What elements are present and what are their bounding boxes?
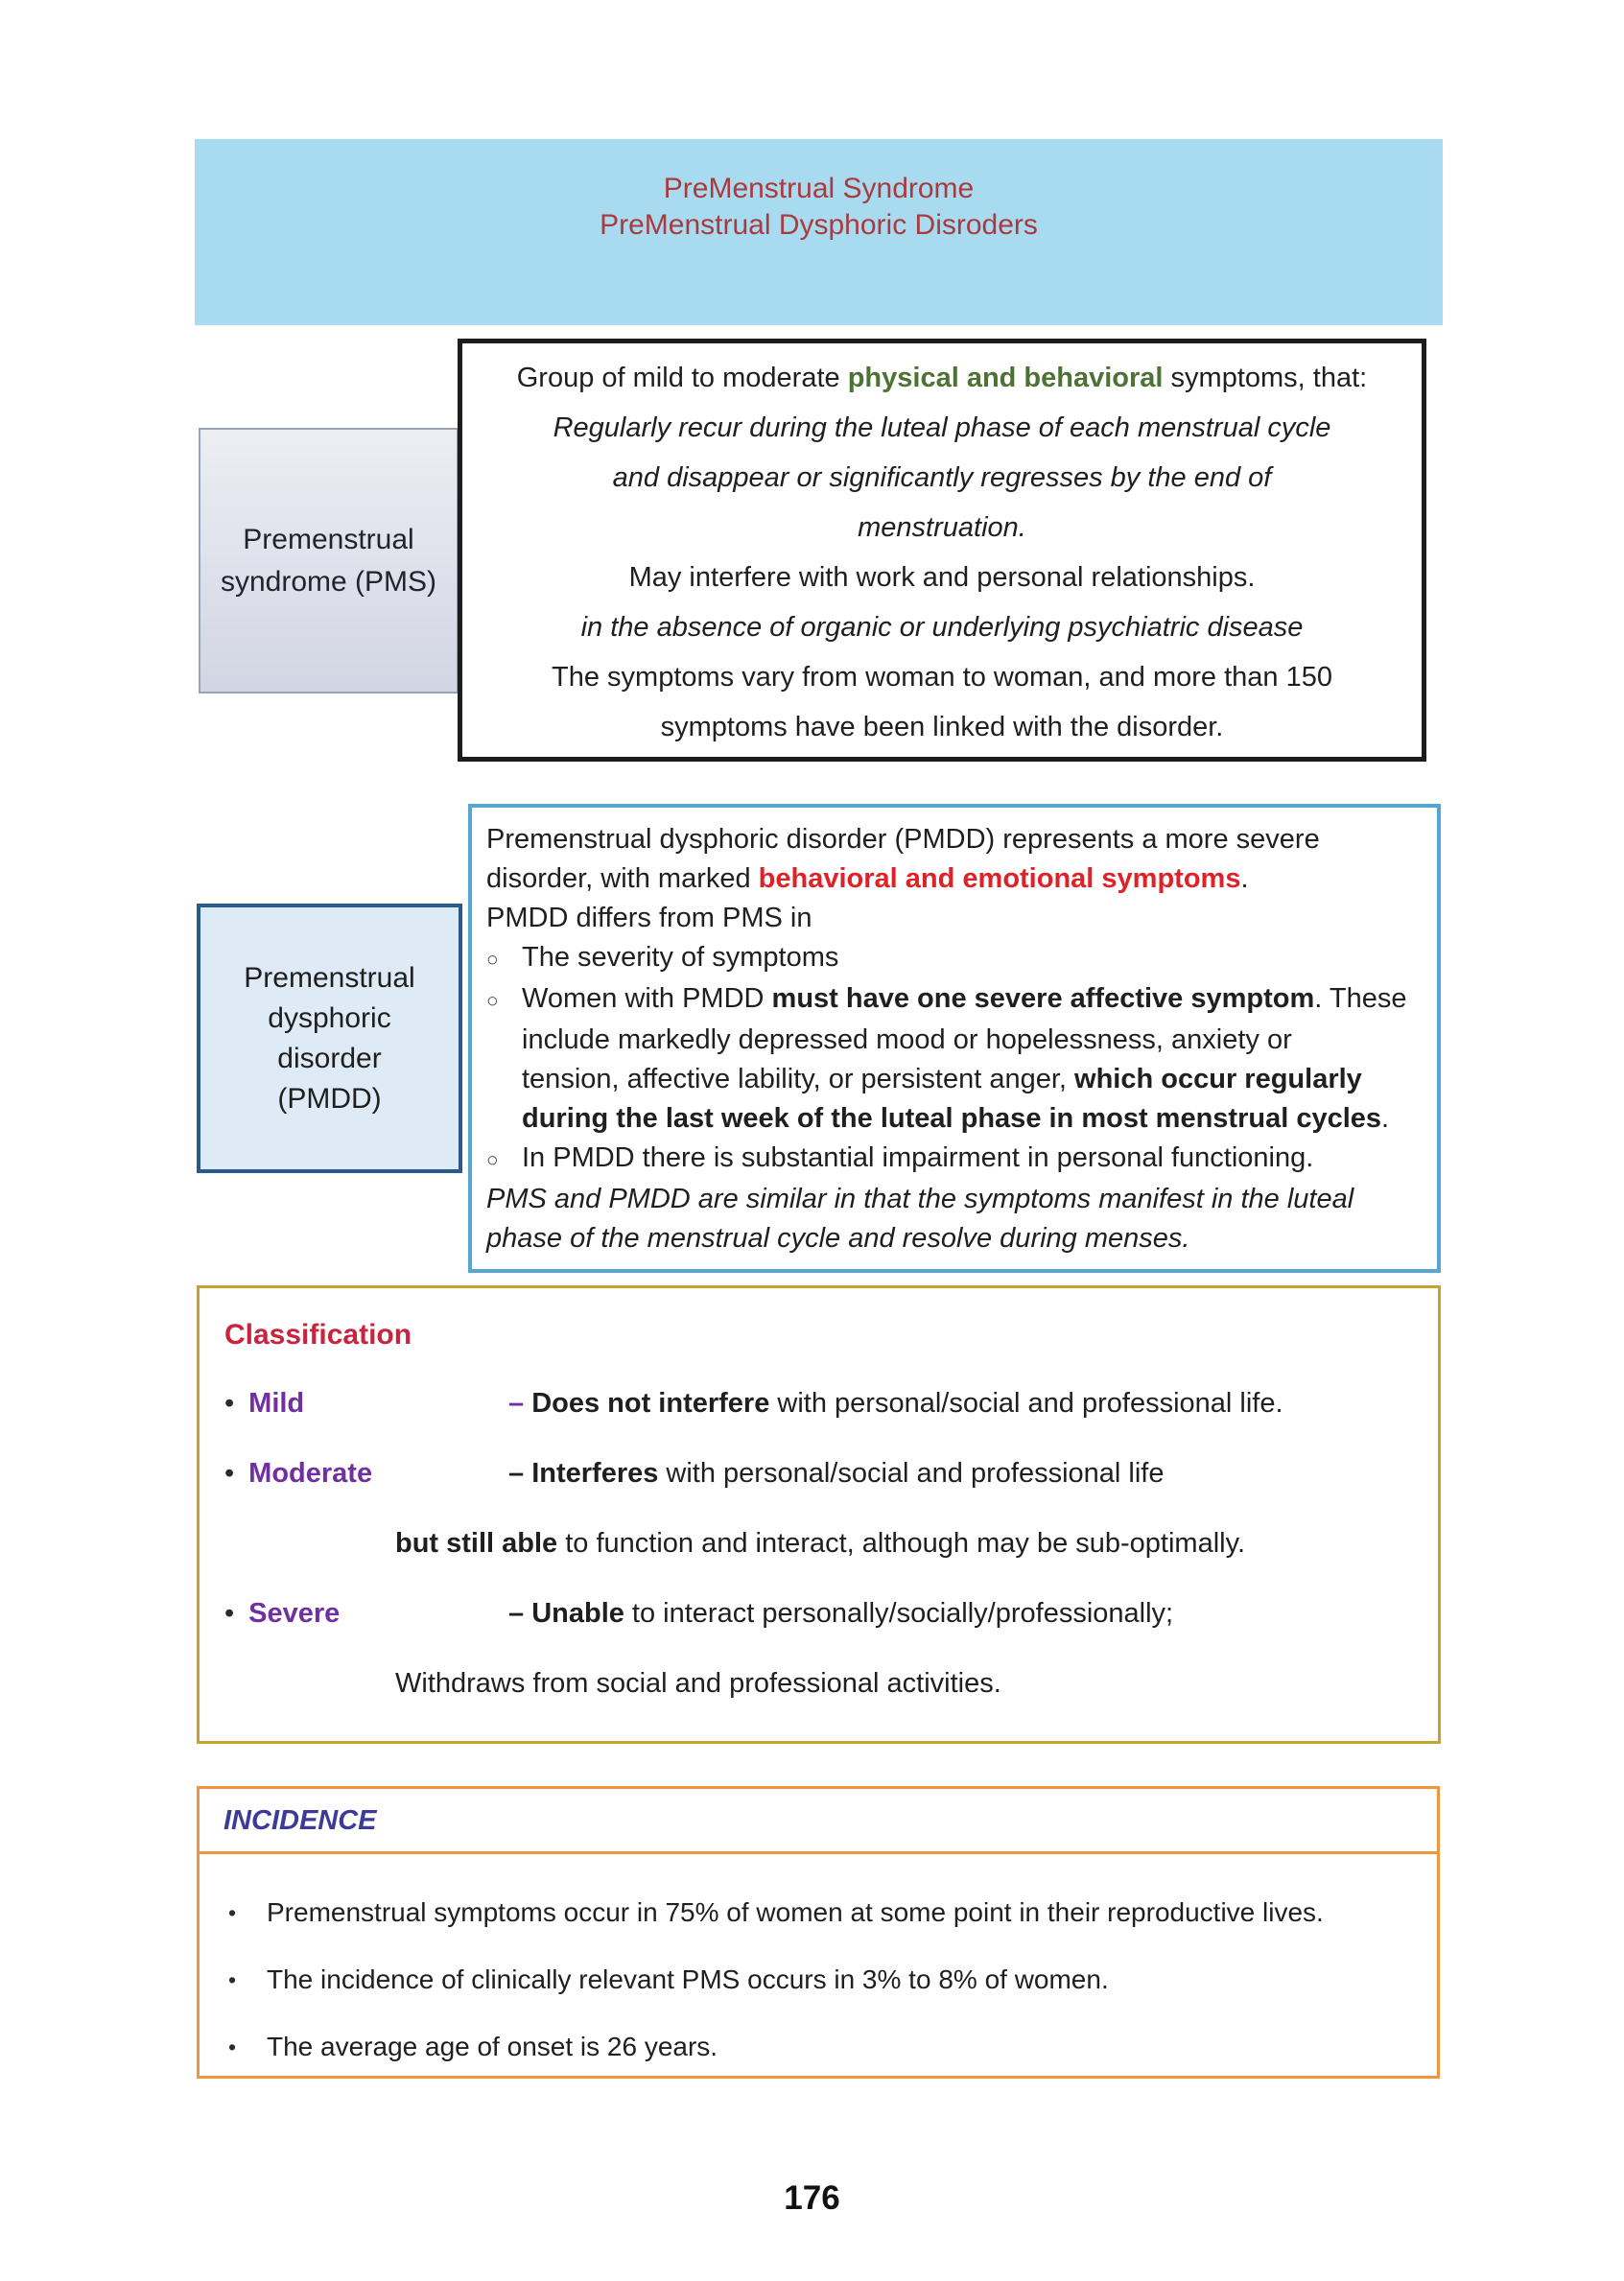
pmdd-bullet-line: ○ The severity of symptoms bbox=[486, 942, 839, 973]
pmdd-text-line: disorder, with marked behavioral and emotional symptoms. bbox=[486, 863, 1249, 894]
severity-term-label: Mild bbox=[248, 1388, 305, 1419]
pmdd-label-box bbox=[197, 904, 462, 1173]
severity-term bbox=[224, 1386, 508, 1421]
bullet-marker: • bbox=[228, 2034, 237, 2059]
pmdd-label-line-2: dysphoric bbox=[268, 1001, 391, 1034]
incidence-bullet-text: The average age of onset is 26 years. bbox=[267, 2032, 718, 2061]
classification-item-mild bbox=[224, 1386, 1415, 1421]
incidence-bullet-item bbox=[228, 2031, 1418, 2063]
severity-term-label: Severe bbox=[248, 1598, 341, 1629]
pmdd-label-text bbox=[244, 958, 414, 1119]
pmdd-bullet-line: ○ Women with PMDD must have one severe affective symptom. These bbox=[486, 983, 1407, 1014]
page-number: 176 bbox=[784, 2179, 840, 2217]
incidence-bullet-item bbox=[228, 1896, 1418, 1929]
pms-text-line: and disappear or significantly regresses by the end of bbox=[612, 462, 1272, 493]
pms-description-box bbox=[458, 339, 1426, 762]
bullet-marker: • bbox=[224, 1458, 235, 1489]
incidence-bullet-text: The incidence of clinically relevant PMS occurs in 3% to 8% of women. bbox=[267, 1964, 1109, 1994]
pmdd-label-line-3: disorder bbox=[277, 1042, 382, 1074]
pmdd-description-box bbox=[468, 804, 1441, 1273]
pms-label-box bbox=[199, 428, 459, 694]
pmdd-bullet-line: ○ In PMDD there is substantial impairment in personal functioning. bbox=[486, 1142, 1314, 1173]
pmdd-text-line: Premenstrual dysphoric disorder (PMDD) represents a more severe bbox=[486, 824, 1320, 855]
pmdd-label-line-4: (PMDD) bbox=[277, 1082, 382, 1115]
severity-term bbox=[224, 1456, 508, 1491]
severity-description: – Unable to interact personally/socially/professionally; bbox=[508, 1598, 1174, 1629]
classification-item-moderate bbox=[224, 1456, 1415, 1491]
bullet-marker: • bbox=[224, 1388, 235, 1419]
classification-item-severe bbox=[224, 1596, 1415, 1631]
title-banner bbox=[195, 139, 1443, 325]
incidence-header-box bbox=[197, 1786, 1440, 1854]
pmdd-text-line: PMDD differs from PMS in bbox=[486, 903, 812, 933]
pms-text-line: symptoms have been linked with the disorder. bbox=[660, 712, 1224, 742]
pms-text-line: menstruation. bbox=[858, 512, 1026, 543]
pms-text-line: Group of mild to moderate physical and behavioral symptoms, that: bbox=[516, 363, 1368, 393]
incidence-heading: INCIDENCE bbox=[224, 1805, 377, 1836]
pms-label-line-1: Premenstrual bbox=[243, 523, 414, 555]
classification-moderate-continuation: but still able to function and interact, although may be sub-optimally. bbox=[395, 1528, 1246, 1559]
severity-term bbox=[224, 1596, 508, 1631]
incidence-bullet-text: Premenstrual symptoms occur in 75% of women at some point in their reproductive lives. bbox=[267, 1897, 1324, 1927]
page-title: PreMenstrual Syndrome bbox=[663, 173, 975, 204]
severity-description: – Does not interfere with personal/social and professional life. bbox=[508, 1388, 1283, 1419]
pmdd-label-line-1: Premenstrual bbox=[244, 961, 415, 994]
pms-text-line: Regularly recur during the luteal phase of each menstrual cycle bbox=[553, 412, 1331, 443]
classification-severe-continuation: Withdraws from social and professional activities. bbox=[395, 1668, 1001, 1699]
incidence-body-box bbox=[197, 1851, 1440, 2079]
pms-label-line-2: syndrome (PMS) bbox=[220, 565, 437, 598]
incidence-bullet-item bbox=[228, 1964, 1418, 1996]
pmdd-text-line: tension, affective lability, or persistent anger, which occur regularly bbox=[522, 1064, 1362, 1094]
severity-term-label: Moderate bbox=[248, 1458, 373, 1489]
pmdd-text-line: include markedly depressed mood or hopelessness, anxiety or bbox=[522, 1024, 1292, 1055]
bullet-marker: • bbox=[228, 1900, 237, 1925]
pms-label-text bbox=[221, 519, 436, 603]
bullet-marker: • bbox=[224, 1598, 235, 1629]
pmdd-text-line: PMS and PMDD are similar in that the symptoms manifest in the luteal bbox=[486, 1184, 1354, 1214]
pmdd-text-line: phase of the menstrual cycle and resolve during menses. bbox=[486, 1223, 1190, 1254]
bullet-marker: • bbox=[228, 1967, 237, 1992]
classification-heading: Classification bbox=[224, 1319, 412, 1351]
pms-text-line: in the absence of organic or underlying psychiatric disease bbox=[580, 612, 1304, 643]
severity-description: – Interferes with personal/social and professional life bbox=[508, 1458, 1165, 1489]
pmdd-text-line: during the last week of the luteal phase in most menstrual cycles. bbox=[522, 1103, 1390, 1134]
page-subtitle: PreMenstrual Dysphoric Disroders bbox=[600, 209, 1038, 241]
pms-text-line: The symptoms vary from woman to woman, and more than 150 bbox=[552, 662, 1332, 693]
pms-text-line: May interfere with work and personal relationships. bbox=[628, 562, 1256, 593]
classification-box bbox=[197, 1285, 1441, 1744]
